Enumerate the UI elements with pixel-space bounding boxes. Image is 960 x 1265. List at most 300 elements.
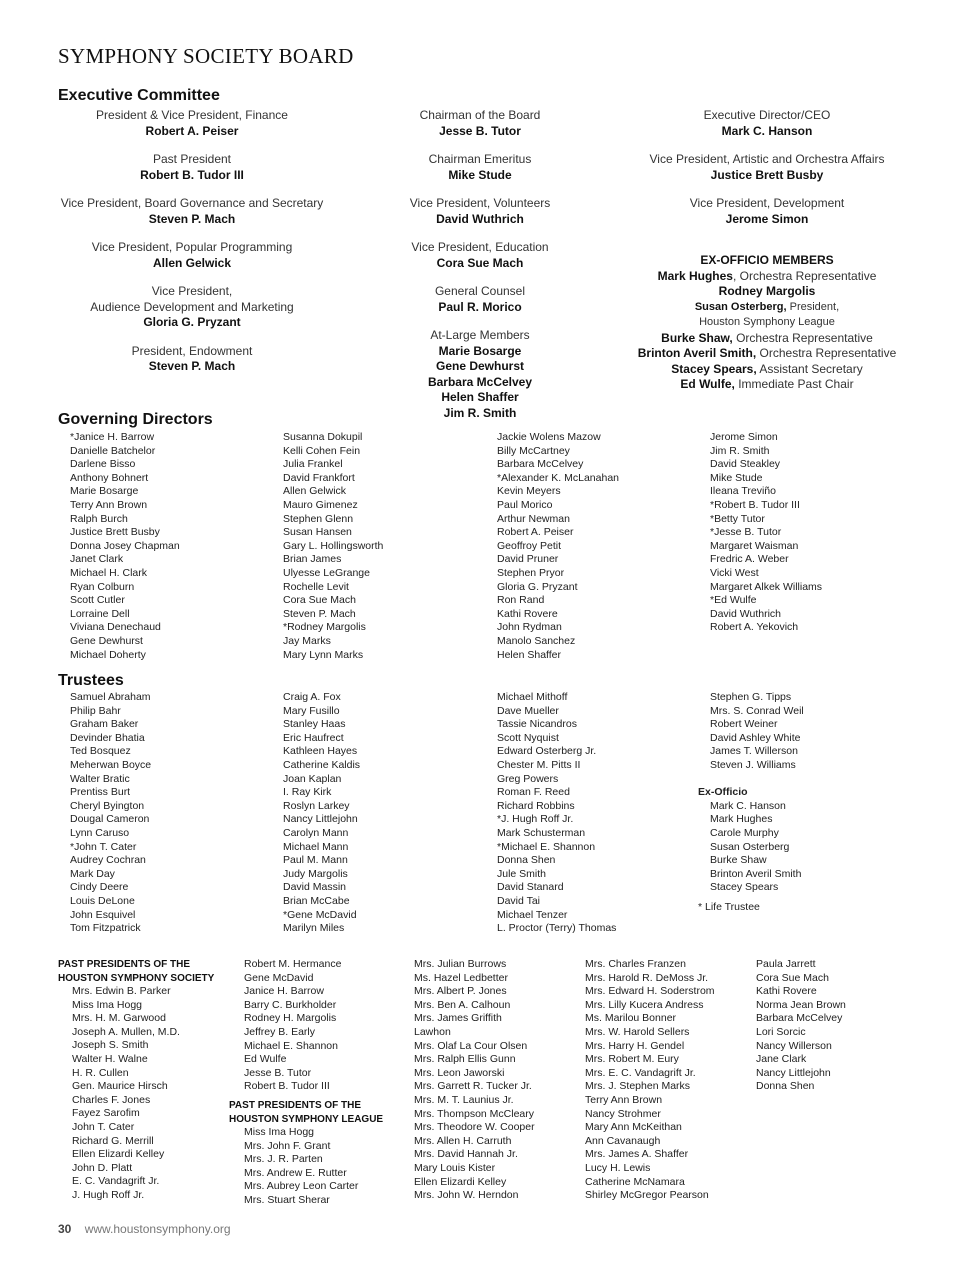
list-item: Mrs. Andrew E. Rutter (244, 1166, 347, 1179)
exec-name: Jim R. Smith (443, 405, 517, 420)
list-item (58, 868, 151, 882)
list-item (485, 895, 616, 909)
list-item (271, 813, 360, 827)
exec-block (58, 284, 326, 331)
list-item (485, 499, 619, 513)
ex-officio-item (632, 315, 902, 331)
exec-role-line: Vice President, Popular Programming (91, 240, 293, 254)
member-name: Kevin Meyers (497, 485, 561, 498)
member-name: *Betty Tutor (710, 512, 765, 525)
page-footer (58, 1222, 231, 1236)
member-name: Nancy Littlejohn (283, 813, 358, 826)
list-item: Mrs. Ben A. Calhoun (414, 998, 511, 1011)
list-item (271, 485, 383, 499)
list-item: Mrs. Harold R. DeMoss Jr. (585, 971, 709, 984)
list-item (271, 854, 360, 868)
list-item: Mrs. Garrett R. Tucker Jr. (414, 1080, 532, 1093)
member-name: Ted Bosquez (70, 745, 131, 758)
list-item (58, 786, 151, 800)
exec-name: Mark C. Hanson (721, 123, 813, 138)
member-name: Scott Cutler (70, 594, 125, 607)
list-item: Mrs. Edward H. Soderstrom (585, 985, 715, 998)
member-name: Michael Mithoff (497, 691, 568, 703)
member-name: Jackie Wolens Mazow (497, 431, 601, 443)
member-name: David Steakley (710, 458, 781, 471)
member-name: James T. Willerson (710, 745, 798, 758)
list-item: Mrs. Robert M. Eury (585, 1053, 679, 1066)
list-item (485, 732, 616, 746)
member-name: Ulyesse LeGrange (283, 566, 370, 579)
exec-block (632, 108, 902, 139)
list-item (58, 526, 180, 540)
exec-role-line: Vice President, Board Governance and Secretary (60, 196, 324, 210)
list-item (271, 691, 360, 705)
member-name: *Robert B. Tudor III (710, 498, 800, 511)
exec-role-line: Audience Development and Marketing (90, 299, 294, 314)
ex-officio-desc: President, (786, 300, 840, 313)
list-item: Ann Cavanaugh (585, 1134, 661, 1147)
list-item (698, 581, 822, 595)
member-name: David Pruner (497, 553, 559, 566)
member-name: *Rodney Margolis (283, 621, 366, 634)
list-item (271, 745, 360, 759)
trustees-heading: Trustees (58, 672, 124, 689)
list-item (485, 513, 619, 527)
list-item (485, 827, 616, 841)
list-item: Terry Ann Brown (585, 1093, 663, 1106)
past-presidents-society-list (58, 985, 180, 1203)
list-item (58, 635, 180, 649)
list-item: Mrs. W. Harold Sellers (585, 1025, 690, 1038)
member-name: Margaret Alkek Williams (710, 580, 823, 593)
list-item (271, 431, 383, 445)
list-item: Richard G. Merrill (72, 1134, 154, 1147)
member-name: Walter Bratic (70, 772, 130, 785)
ex-officio-desc: , Orchestra Representative (732, 268, 877, 283)
list-item: Mrs. Aubrey Leon Carter (244, 1180, 359, 1193)
list-item (698, 800, 804, 814)
exec-role-line: Vice President, Artistic and Orchestra Affairs (649, 152, 885, 166)
member-name: Justice Brett Busby (70, 526, 160, 539)
list-item: Jane Clark (756, 1053, 807, 1066)
member-name: Michael H. Clark (70, 566, 148, 579)
list-item (58, 621, 180, 635)
governing-directors-heading: Governing Directors (58, 411, 213, 428)
list-item: Charles F. Jones (72, 1093, 151, 1106)
member-name: Edward Osterberg Jr. (497, 745, 597, 758)
list-item (58, 759, 151, 773)
member-name: Anthony Bohnert (70, 471, 149, 484)
list-item: Robert M. Hermance (244, 958, 342, 970)
list-item (698, 458, 822, 472)
list-item: Joseph S. Smith (72, 1039, 149, 1052)
past-presidents-league-list-a (244, 1126, 358, 1208)
list-item (58, 608, 180, 622)
list-item (58, 431, 180, 445)
member-name: Donna Josey Chapman (70, 539, 180, 552)
member-name: Robert Weiner (710, 718, 778, 731)
member-name: Danielle Batchelor (70, 444, 156, 457)
list-item (58, 458, 180, 472)
exec-names (360, 344, 600, 422)
list-item: J. Hugh Roff Jr. (72, 1188, 145, 1201)
list-item (698, 827, 804, 841)
list-item (698, 608, 822, 622)
ex-officio-name: Mark Hughes (657, 268, 733, 283)
list-item (58, 718, 151, 732)
exec-name: Helen Shaffer (441, 390, 519, 404)
list-item (698, 868, 804, 882)
list-item (58, 800, 151, 814)
ex-officio-name: Susan Osterberg, (694, 300, 787, 313)
member-name: Julia Frankel (283, 458, 343, 471)
list-item (271, 553, 383, 567)
member-name: Barbara McCelvey (497, 458, 584, 471)
member-name: John Rydman (497, 621, 562, 634)
member-name: *Ed Wulfe (710, 594, 757, 607)
list-item (485, 553, 619, 567)
trustees-list-1 (58, 691, 151, 936)
list-item: Jeffrey B. Early (244, 1025, 315, 1038)
exec-name: Marie Bosarge (438, 343, 522, 358)
member-name: Susanna Dokupil (283, 431, 363, 443)
member-name: Arthur Newman (497, 512, 570, 525)
exec-block (360, 328, 600, 421)
member-name: Kathleen Hayes (283, 745, 358, 758)
list-item (271, 800, 360, 814)
list-item: Norma Jean Brown (756, 998, 846, 1011)
member-name: Brinton Averil Smith (710, 867, 802, 880)
list-item: Jesse B. Tutor (244, 1066, 312, 1079)
list-item: Mrs. Edwin B. Parker (72, 985, 171, 997)
member-name: *J. Hugh Roff Jr. (497, 813, 574, 826)
list-item (58, 773, 151, 787)
member-name: Jule Smith (497, 867, 547, 880)
list-item (485, 705, 616, 719)
list-item (485, 472, 619, 486)
list-item: Paula Jarrett (756, 958, 816, 970)
list-item (271, 868, 360, 882)
list-item: Lawhon (414, 1025, 451, 1038)
member-name: Rochelle Levit (283, 580, 349, 593)
trustees-list-4 (698, 691, 804, 915)
exec-name: Jesse B. Tutor (439, 123, 521, 138)
list-item: Mrs. J. R. Parten (244, 1153, 323, 1166)
ex-officio-desc: Immediate Past Chair (734, 377, 854, 391)
member-name: Catherine Kaldis (283, 758, 361, 771)
exec-name: Jerome Simon (725, 211, 809, 226)
exec-role-line: Vice President, Volunteers (409, 196, 551, 210)
exec-block (360, 284, 600, 315)
member-name: Judy Margolis (283, 867, 348, 880)
member-name: Kathi Rovere (497, 607, 558, 620)
exec-role (360, 108, 600, 124)
list-item: Nancy Strohmer (585, 1107, 661, 1120)
member-name: John Esquivel (70, 908, 136, 921)
list-item (698, 472, 822, 486)
list-item (271, 445, 383, 459)
list-item (271, 895, 360, 909)
list-item (698, 594, 822, 608)
list-item: Lucy H. Lewis (585, 1161, 651, 1174)
past-presidents-league-heading: PAST PRESIDENTS OF THE HOUSTON SYMPHONY LEAGUE (229, 1100, 384, 1125)
member-name: Ralph Burch (70, 512, 128, 525)
executive-committee-heading: Executive Committee (58, 87, 220, 104)
list-item (271, 786, 360, 800)
member-name: Stacey Spears (710, 881, 779, 894)
list-item (698, 431, 822, 445)
member-name: Michael Tenzer (497, 908, 568, 921)
ex-officio-name: Stacey Spears, (671, 361, 757, 376)
ex-officio-desc: Assistant Secretary (756, 361, 863, 376)
list-item: Cora Sue Mach (756, 971, 829, 984)
member-name: L. Proctor (Terry) Thomas (497, 922, 617, 935)
list-item: Mrs. Julian Burrows (414, 958, 507, 970)
ex-officio-name: Ed Wulfe, (680, 377, 735, 391)
list-item (271, 732, 360, 746)
exec-role-line: At-Large Members (430, 328, 530, 342)
list-item (58, 745, 151, 759)
exec-column-1 (58, 108, 326, 388)
member-name: Stephen Pryor (497, 566, 565, 579)
list-item (485, 773, 616, 787)
member-name: Richard Robbins (497, 799, 575, 812)
list-item: Mrs. David Hannah Jr. (414, 1148, 518, 1161)
member-name: Geoffroy Petit (497, 539, 562, 552)
member-name: Mary Lynn Marks (283, 648, 364, 661)
list-item (271, 458, 383, 472)
list-item (58, 594, 180, 608)
list-item (698, 621, 822, 635)
list-item: Catherine McNamara (585, 1175, 685, 1188)
list-item (485, 841, 616, 855)
member-name: Cheryl Byington (70, 799, 145, 812)
member-name: Gene Dewhurst (70, 634, 143, 647)
member-name: Dave Mueller (497, 704, 559, 717)
list-item (698, 705, 804, 719)
member-name: *Michael E. Shannon (497, 840, 596, 853)
page-title: SYMPHONY SOCIETY BOARD (58, 44, 354, 68)
list-item: Mrs. H. M. Garwood (72, 1012, 166, 1025)
list-item: E. C. Vandagrift Jr. (72, 1175, 160, 1188)
list-item: Mrs. Olaf La Cour Olsen (414, 1039, 528, 1052)
member-name: Terry Ann Brown (70, 498, 148, 511)
ex-officio-item (632, 300, 902, 316)
member-name: Cora Sue Mach (283, 594, 356, 607)
member-name: *Janice H. Barrow (70, 431, 155, 443)
list-item: Barbara McCelvey (756, 1012, 843, 1025)
list-item (58, 909, 151, 923)
ex-officio-item (632, 346, 902, 362)
list-item (58, 922, 151, 936)
exec-role (58, 344, 326, 360)
list-item: Mrs. J. Stephen Marks (585, 1080, 691, 1093)
member-name: Vicki West (710, 566, 759, 579)
exec-name: David Wuthrich (436, 211, 524, 226)
list-item (58, 445, 180, 459)
list-item: Walter H. Walne (72, 1052, 148, 1065)
exec-role-line: President & Vice President, Finance (96, 108, 288, 122)
list-item (698, 881, 804, 895)
list-item: Nancy Littlejohn (756, 1066, 831, 1079)
list-item (485, 813, 616, 827)
member-name: Scott Nyquist (497, 731, 559, 744)
member-name: Margaret Waisman (710, 539, 799, 552)
member-name: Craig A. Fox (283, 691, 341, 703)
list-item (485, 800, 616, 814)
member-name: *Gene McDavid (283, 908, 357, 921)
list-item (271, 513, 383, 527)
list-item (271, 705, 360, 719)
member-name: Susan Osterberg (710, 840, 790, 853)
member-name: Stephen G. Tipps (710, 691, 792, 703)
member-name: Susan Hansen (283, 526, 352, 539)
list-item (698, 745, 804, 759)
member-name: Manolo Sanchez (497, 634, 576, 647)
member-name: Gary L. Hollingsworth (283, 539, 384, 552)
list-item (58, 553, 180, 567)
list-item (58, 513, 180, 527)
member-name: Michael Mann (283, 840, 349, 853)
member-name: David Tai (497, 894, 540, 907)
list-item (271, 773, 360, 787)
list-item (485, 745, 616, 759)
list-item: Gene McDavid (244, 971, 314, 984)
ex-officio-name: Rodney Margolis (718, 284, 816, 298)
member-name: Ryan Colburn (70, 580, 135, 593)
member-name: Mark Day (70, 867, 115, 880)
list-item (485, 445, 619, 459)
ex-officio-name: Burke Shaw, (661, 330, 733, 345)
exec-role (58, 108, 326, 124)
member-name: Fredric A. Weber (710, 553, 789, 566)
list-item (271, 718, 360, 732)
list-item (271, 581, 383, 595)
past-presidents-league-list-b (414, 958, 535, 1203)
exec-name: Robert A. Peiser (145, 123, 239, 138)
list-item (698, 553, 822, 567)
list-item: Ms. Hazel Ledbetter (414, 971, 508, 984)
list-item (485, 786, 616, 800)
list-item: Ellen Elizardi Kelley (414, 1175, 507, 1188)
exec-block (58, 108, 326, 139)
member-name: Billy McCartney (497, 444, 570, 457)
list-item (58, 813, 151, 827)
member-name: Janet Clark (70, 553, 124, 566)
exec-column-2 (360, 108, 600, 434)
list-item: Robert B. Tudor III (244, 1080, 330, 1093)
list-item: Ed Wulfe (244, 1053, 287, 1066)
exec-role (632, 152, 902, 168)
member-name: Carole Murphy (710, 826, 779, 839)
exec-role-line: Vice President, Development (689, 196, 845, 210)
list-item (485, 868, 616, 882)
list-item (485, 909, 616, 923)
member-name: Brian McCabe (283, 894, 350, 907)
exec-name: Robert B. Tudor III (140, 167, 244, 182)
member-name: *Alexander K. McLanahan (497, 471, 619, 484)
member-name: Mary Fusillo (283, 704, 340, 717)
exec-role-line: Vice President, (151, 284, 233, 298)
list-item (698, 759, 804, 773)
list-item (698, 732, 804, 746)
member-name: Philip Bahr (70, 704, 121, 717)
exec-block (360, 240, 600, 271)
list-item (485, 608, 619, 622)
list-item: Joseph A. Mullen, M.D. (72, 1025, 180, 1038)
past-presidents-league-list-c (585, 958, 715, 1203)
trustees-list-3 (485, 691, 616, 936)
member-name: Kelli Cohen Fein (283, 444, 361, 457)
ex-officio-item (632, 331, 902, 347)
exec-role (58, 196, 326, 212)
member-name: David Wuthrich (710, 607, 781, 620)
list-item: Mrs. Thompson McCleary (414, 1107, 535, 1120)
ex-officio-item (632, 362, 902, 378)
list-item: Ms. Marilou Bonner (585, 1012, 677, 1025)
list-item (58, 540, 180, 554)
list-item (58, 881, 151, 895)
list-item (271, 540, 383, 554)
list-item (698, 567, 822, 581)
exec-column-3 (632, 108, 902, 393)
exec-name: Cora Sue Mach (436, 255, 524, 270)
list-item (271, 499, 383, 513)
exec-role-line: Chairman Emeritus (428, 152, 532, 166)
list-item (58, 841, 151, 855)
member-name: Michael Doherty (70, 648, 146, 661)
exec-block (632, 196, 902, 227)
member-name: Chester M. Pitts II (497, 758, 581, 771)
member-name: Mike Stude (710, 471, 763, 484)
list-item (485, 540, 619, 554)
member-name: Helen Shaffer (497, 648, 562, 661)
exec-name: Gloria G. Pryzant (143, 315, 241, 329)
exec-role (360, 240, 600, 256)
list-item: Mrs. Theodore W. Cooper (414, 1121, 535, 1134)
list-item: Janice H. Barrow (244, 985, 324, 998)
member-name: Marie Bosarge (70, 485, 139, 498)
list-item: Fayez Sarofim (72, 1107, 140, 1120)
ex-officio-item (632, 284, 902, 300)
list-item (58, 705, 151, 719)
page-number: 30 (58, 1222, 72, 1236)
ex-officio-trustees-heading: Ex-Officio (698, 786, 748, 799)
member-name: Mark C. Hanson (710, 799, 786, 812)
exec-name: Steven P. Mach (148, 211, 236, 226)
list-item: Mrs. Leon Jaworski (414, 1066, 505, 1079)
list-item: Ellen Elizardi Kelley (72, 1148, 165, 1161)
member-name: Lorraine Dell (70, 607, 130, 620)
list-item (485, 691, 616, 705)
list-item (485, 594, 619, 608)
member-name: Tom Fitzpatrick (70, 922, 141, 935)
member-name: Roman F. Reed (497, 786, 570, 799)
exec-role-line: General Counsel (434, 284, 526, 298)
member-name: Samuel Abraham (70, 691, 151, 703)
member-name: Stanley Haas (283, 718, 346, 731)
exec-name: Justice Brett Busby (710, 167, 824, 182)
list-item (58, 567, 180, 581)
list-item (698, 540, 822, 554)
member-name: Donna Shen (497, 854, 556, 867)
list-item (58, 895, 151, 909)
list-item (485, 567, 619, 581)
list-item (698, 526, 822, 540)
list-item (271, 759, 360, 773)
list-item (485, 581, 619, 595)
exec-role (58, 152, 326, 168)
